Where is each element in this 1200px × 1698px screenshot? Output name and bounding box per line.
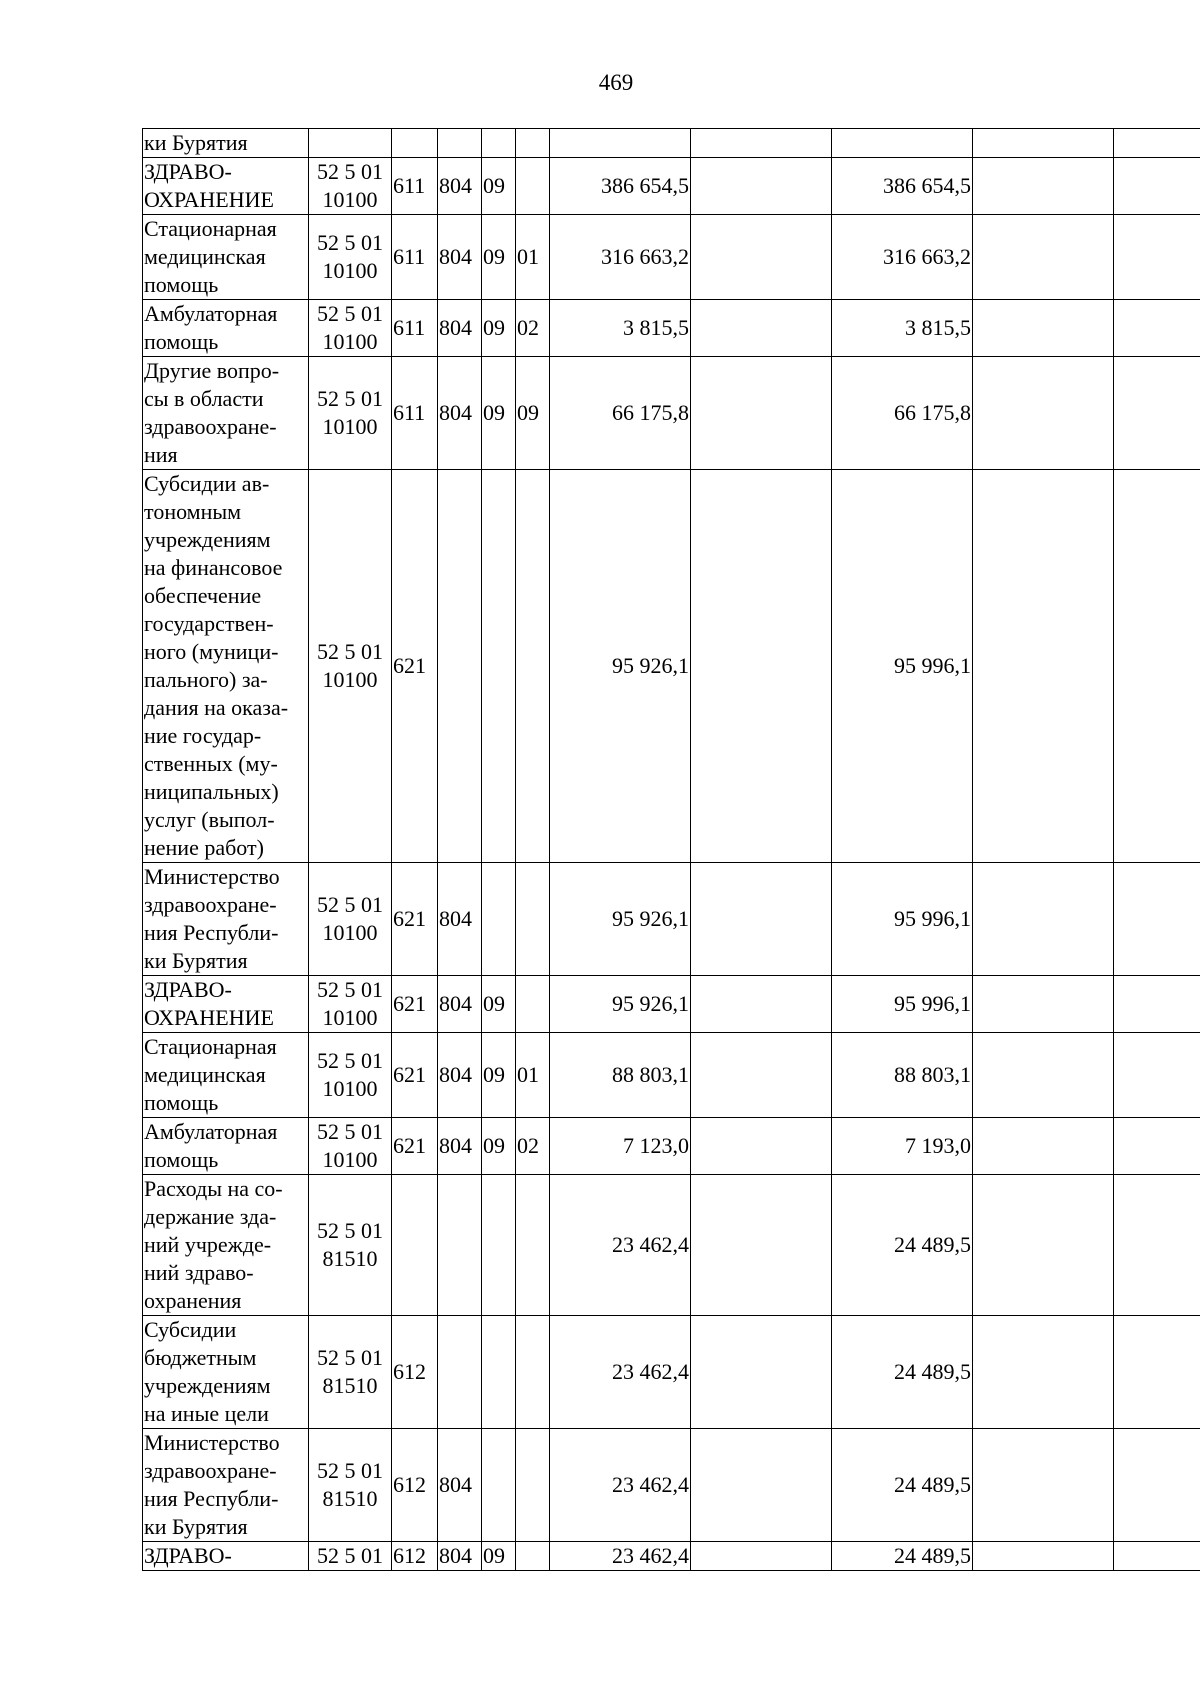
ministry-code-cell [438,1316,482,1429]
page-number: 469 [598,70,634,95]
empty-cell [1114,1542,1200,1571]
empty-cell [1114,158,1200,215]
empty-cell [691,1118,832,1175]
expense-name-cell: Министерство здравоохране- ния Республи- ки Бурятия [143,863,309,976]
table-row [143,129,1200,158]
empty-cell [691,1542,832,1571]
budget-table [142,128,1200,1571]
target-article-cell: 52 5 01 10100 [309,300,392,357]
amount-year1-cell: 3 815,5 [550,300,691,357]
empty-cell [691,976,832,1033]
expense-name-cell: ЗДРАВО- ОХРАНЕНИЕ [143,158,309,215]
table-row [143,863,1200,976]
amount-year2-cell: 95 996,1 [832,863,973,976]
empty-cell [691,1316,832,1429]
target-article-cell: 52 5 01 10100 [309,470,392,863]
amount-year1-cell: 95 926,1 [550,863,691,976]
expense-name-cell: ЗДРАВО- ОХРАНЕНИЕ [143,976,309,1033]
empty-cell [1114,976,1200,1033]
expense-name-cell: Расходы на со- держание зда- ний учрежде- ний здраво- охранения [143,1175,309,1316]
amount-year2-cell: 386 654,5 [832,158,973,215]
amount-year1-cell: 95 926,1 [550,976,691,1033]
expense-name-cell: Субсидии бюджетным учреждениям на иные цели [143,1316,309,1429]
amount-year1-cell: 95 926,1 [550,470,691,863]
table-row [143,215,1200,300]
ministry-code-cell: 804 [438,215,482,300]
expense-name-cell: Стационарная медицинская помощь [143,1033,309,1118]
empty-cell [691,357,832,470]
target-article-cell: 52 5 01 10100 [309,863,392,976]
ministry-code-cell [438,470,482,863]
amount-year1-cell: 23 462,4 [550,1175,691,1316]
section-cell: 09 [482,357,516,470]
amount-year1-cell: 386 654,5 [550,158,691,215]
ministry-code-cell: 804 [438,1118,482,1175]
empty-cell [691,1429,832,1542]
empty-cell [973,1429,1114,1542]
amount-year2-cell: 24 489,5 [832,1542,973,1571]
amount-year1-cell: 23 462,4 [550,1429,691,1542]
empty-cell [1114,1118,1200,1175]
amount-year2-cell: 24 489,5 [832,1429,973,1542]
expense-name-cell: Другие вопро- сы в области здравоохране- ния [143,357,309,470]
subsection-cell: 01 [516,1033,550,1118]
ministry-code-cell [438,129,482,158]
target-article-cell: 52 5 01 10100 [309,976,392,1033]
amount-year1-cell: 88 803,1 [550,1033,691,1118]
section-cell: 09 [482,215,516,300]
ministry-code-cell: 804 [438,976,482,1033]
ministry-code-cell: 804 [438,300,482,357]
subsection-cell [516,1316,550,1429]
amount-year1-cell [550,129,691,158]
ministry-code-cell: 804 [438,357,482,470]
empty-cell [691,470,832,863]
amount-year1-cell: 23 462,4 [550,1542,691,1571]
section-cell: 09 [482,158,516,215]
target-article-cell [309,129,392,158]
expense-type-cell: 612 [392,1429,438,1542]
expense-type-cell [392,129,438,158]
expense-name-cell: Субсидии ав- тономным учреждениям на финансовое обеспечение государствен- ного (муници- пального) за- дания на оказа- ние государ- ственных (му- ниципальных) услуг (выпол- нение работ) [143,470,309,863]
section-cell: 09 [482,976,516,1033]
empty-cell [973,1033,1114,1118]
empty-cell [1114,1429,1200,1542]
empty-cell [691,1175,832,1316]
subsection-cell [516,158,550,215]
amount-year2-cell [832,129,973,158]
amount-year2-cell: 95 996,1 [832,976,973,1033]
subsection-cell: 01 [516,215,550,300]
empty-cell [691,1033,832,1118]
section-cell: 09 [482,1033,516,1118]
table-row [143,1033,1200,1118]
empty-cell [973,1118,1114,1175]
amount-year1-cell: 66 175,8 [550,357,691,470]
target-article-cell: 52 5 01 81510 [309,1429,392,1542]
amount-year2-cell: 7 193,0 [832,1118,973,1175]
section-cell: 09 [482,1542,516,1571]
ministry-code-cell: 804 [438,863,482,976]
target-article-cell: 52 5 01 10100 [309,215,392,300]
table-row [143,357,1200,470]
subsection-cell: 02 [516,1118,550,1175]
empty-cell [691,129,832,158]
expense-name-cell: Амбулаторная помощь [143,300,309,357]
empty-cell [691,158,832,215]
amount-year2-cell: 24 489,5 [832,1175,973,1316]
empty-cell [1114,215,1200,300]
empty-cell [1114,300,1200,357]
empty-cell [973,158,1114,215]
expense-type-cell: 621 [392,976,438,1033]
target-article-cell: 52 5 01 81510 [309,1316,392,1429]
ministry-code-cell: 804 [438,1429,482,1542]
ministry-code-cell: 804 [438,1542,482,1571]
empty-cell [973,1542,1114,1571]
subsection-cell [516,976,550,1033]
section-cell [482,1316,516,1429]
table-row [143,158,1200,215]
amount-year1-cell: 23 462,4 [550,1316,691,1429]
empty-cell [973,129,1114,158]
empty-cell [1114,129,1200,158]
section-cell: 09 [482,300,516,357]
subsection-cell [516,1542,550,1571]
empty-cell [973,300,1114,357]
amount-year1-cell: 7 123,0 [550,1118,691,1175]
section-cell [482,129,516,158]
ministry-code-cell: 804 [438,1033,482,1118]
expense-name-cell: ки Бурятия [143,129,309,158]
expense-name-cell: Стационарная медицинская помощь [143,215,309,300]
subsection-cell [516,1429,550,1542]
expense-type-cell: 611 [392,357,438,470]
expense-type-cell: 621 [392,470,438,863]
target-article-cell: 52 5 01 10100 [309,158,392,215]
amount-year2-cell: 24 489,5 [832,1316,973,1429]
table-body [143,129,1200,1571]
expense-type-cell: 621 [392,1118,438,1175]
section-cell [482,470,516,863]
amount-year2-cell: 88 803,1 [832,1033,973,1118]
expense-type-cell: 611 [392,300,438,357]
section-cell [482,1175,516,1316]
subsection-cell: 09 [516,357,550,470]
empty-cell [973,1175,1114,1316]
table-row [143,1118,1200,1175]
expense-name-cell: ЗДРАВО- [143,1542,309,1571]
subsection-cell: 02 [516,300,550,357]
amount-year2-cell: 3 815,5 [832,300,973,357]
empty-cell [1114,863,1200,976]
empty-cell [973,470,1114,863]
amount-year2-cell: 66 175,8 [832,357,973,470]
table-row [143,1175,1200,1316]
ministry-code-cell [438,1175,482,1316]
target-article-cell: 52 5 01 10100 [309,1118,392,1175]
subsection-cell [516,470,550,863]
empty-cell [691,215,832,300]
expense-type-cell [392,1175,438,1316]
target-article-cell: 52 5 01 10100 [309,357,392,470]
empty-cell [973,976,1114,1033]
empty-cell [973,863,1114,976]
empty-cell [1114,1316,1200,1429]
expense-name-cell: Амбулаторная помощь [143,1118,309,1175]
empty-cell [1114,1175,1200,1316]
target-article-cell: 52 5 01 81510 [309,1175,392,1316]
table-row [143,1542,1200,1571]
amount-year1-cell: 316 663,2 [550,215,691,300]
expense-name-cell: Министерство здравоохране- ния Республи- ки Бурятия [143,1429,309,1542]
expense-type-cell: 611 [392,158,438,215]
ministry-code-cell: 804 [438,158,482,215]
subsection-cell [516,1175,550,1316]
section-cell [482,863,516,976]
amount-year2-cell: 316 663,2 [832,215,973,300]
empty-cell [1114,470,1200,863]
expense-type-cell: 621 [392,1033,438,1118]
subsection-cell [516,863,550,976]
section-cell [482,1429,516,1542]
empty-cell [1114,357,1200,470]
table-row [143,470,1200,863]
empty-cell [973,357,1114,470]
table-row [143,1429,1200,1542]
expense-type-cell: 621 [392,863,438,976]
target-article-cell: 52 5 01 [309,1542,392,1571]
empty-cell [691,863,832,976]
expense-type-cell: 612 [392,1542,438,1571]
expense-type-cell: 612 [392,1316,438,1429]
target-article-cell: 52 5 01 10100 [309,1033,392,1118]
table-row [143,976,1200,1033]
section-cell: 09 [482,1118,516,1175]
expense-type-cell: 611 [392,215,438,300]
empty-cell [691,300,832,357]
table-row [143,1316,1200,1429]
table-row [143,300,1200,357]
empty-cell [1114,1033,1200,1118]
amount-year2-cell: 95 996,1 [832,470,973,863]
empty-cell [973,1316,1114,1429]
empty-cell [973,215,1114,300]
subsection-cell [516,129,550,158]
